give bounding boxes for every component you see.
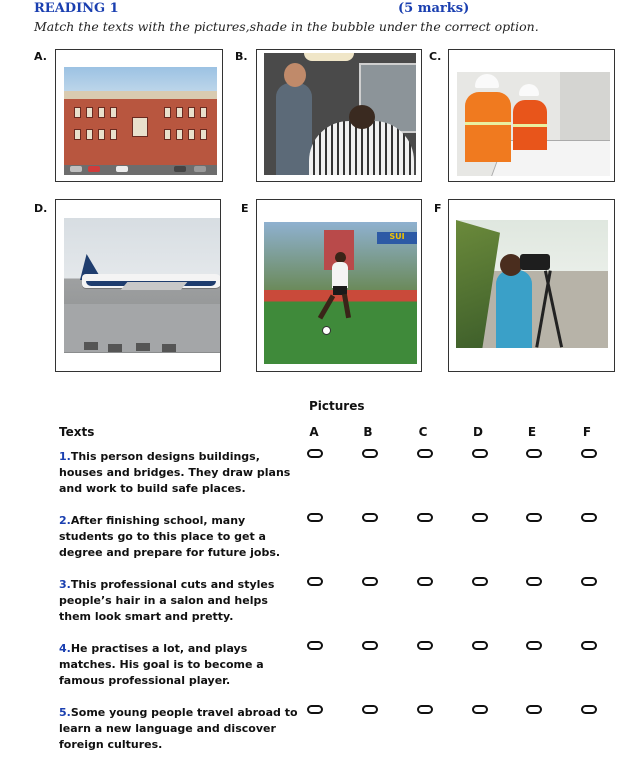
picture-label-a: A. <box>34 50 47 63</box>
cameraman-photo <box>456 220 608 348</box>
bubble-2-a[interactable] <box>307 513 323 522</box>
bubble-5-c[interactable] <box>417 705 433 714</box>
picture-label-d: D. <box>34 202 48 215</box>
text-item-content: This professional cuts and styles people’s hair in a salon and helps them look smart and pretty. <box>59 578 275 623</box>
column-e-label: E <box>527 425 537 439</box>
text-item-1 <box>59 449 299 497</box>
bubble-1-a[interactable] <box>307 449 323 458</box>
bubble-4-d[interactable] <box>472 641 488 650</box>
bubble-1-e[interactable] <box>526 449 542 458</box>
reading-title: READING 1 <box>34 1 119 16</box>
column-c-label: C <box>418 425 428 439</box>
column-a-label: A <box>309 425 319 439</box>
bubble-3-d[interactable] <box>472 577 488 586</box>
text-item-5 <box>59 705 299 753</box>
bubble-5-d[interactable] <box>472 705 488 714</box>
bubble-4-b[interactable] <box>362 641 378 650</box>
column-f-label: F <box>582 425 592 439</box>
text-item-number: 3. <box>59 578 71 591</box>
building-photo <box>64 67 217 175</box>
bubble-2-c[interactable] <box>417 513 433 522</box>
bubble-1-d[interactable] <box>472 449 488 458</box>
marks-label: (5 marks) <box>398 1 470 16</box>
picture-box-b <box>256 49 422 182</box>
text-item-3 <box>59 577 299 625</box>
picture-box-a <box>55 49 223 182</box>
bubble-2-e[interactable] <box>526 513 542 522</box>
bubble-5-b[interactable] <box>362 705 378 714</box>
bubble-1-f[interactable] <box>581 449 597 458</box>
bubble-4-a[interactable] <box>307 641 323 650</box>
bubble-5-a[interactable] <box>307 705 323 714</box>
stadium-sign: SUI <box>377 232 417 244</box>
football-photo <box>264 222 417 364</box>
text-item-4 <box>59 641 299 689</box>
bubble-4-e[interactable] <box>526 641 542 650</box>
bubble-2-f[interactable] <box>581 513 597 522</box>
text-item-2 <box>59 513 299 561</box>
bubble-5-e[interactable] <box>526 705 542 714</box>
column-d-label: D <box>473 425 483 439</box>
bubble-3-e[interactable] <box>526 577 542 586</box>
aircraft-photo <box>64 218 221 353</box>
picture-label-b: B. <box>235 50 248 63</box>
bubble-3-f[interactable] <box>581 577 597 586</box>
text-item-content: After finishing school, many students go to this place to get a degree and prepare for future jobs. <box>59 514 281 559</box>
picture-label-e: E <box>241 202 249 215</box>
bubble-2-b[interactable] <box>362 513 378 522</box>
text-item-number: 2. <box>59 514 71 527</box>
text-item-content: He practises a lot, and plays matches. His goal is to become a famous professional player. <box>59 642 264 687</box>
bubble-1-b[interactable] <box>362 449 378 458</box>
text-item-number: 4. <box>59 642 71 655</box>
bubble-1-c[interactable] <box>417 449 433 458</box>
picture-label-c: C. <box>429 50 442 63</box>
bubble-4-f[interactable] <box>581 641 597 650</box>
picture-box-d <box>55 199 221 372</box>
bubble-3-b[interactable] <box>362 577 378 586</box>
text-item-number: 1. <box>59 450 71 463</box>
column-b-label: B <box>363 425 373 439</box>
bubble-5-f[interactable] <box>581 705 597 714</box>
picture-label-f: F <box>434 202 442 215</box>
pictures-heading: Pictures <box>309 399 365 413</box>
engineers-photo <box>457 72 610 176</box>
bubble-2-d[interactable] <box>472 513 488 522</box>
barber-photo <box>264 53 416 175</box>
picture-box-f <box>448 199 615 372</box>
text-item-content: This person designs buildings, houses and bridges. They draw plans and work to build safe places. <box>59 450 291 495</box>
instruction-text: Match the texts with the pictures,shade in the bubble under the correct option. <box>34 19 539 34</box>
texts-heading: Texts <box>59 425 95 439</box>
bubble-4-c[interactable] <box>417 641 433 650</box>
text-item-number: 5. <box>59 706 71 719</box>
bubble-3-c[interactable] <box>417 577 433 586</box>
picture-box-e <box>256 199 422 372</box>
picture-box-c <box>448 49 615 182</box>
bubble-3-a[interactable] <box>307 577 323 586</box>
text-item-content: Some young people travel abroad to learn a new language and discover foreign cultures. <box>59 706 298 751</box>
